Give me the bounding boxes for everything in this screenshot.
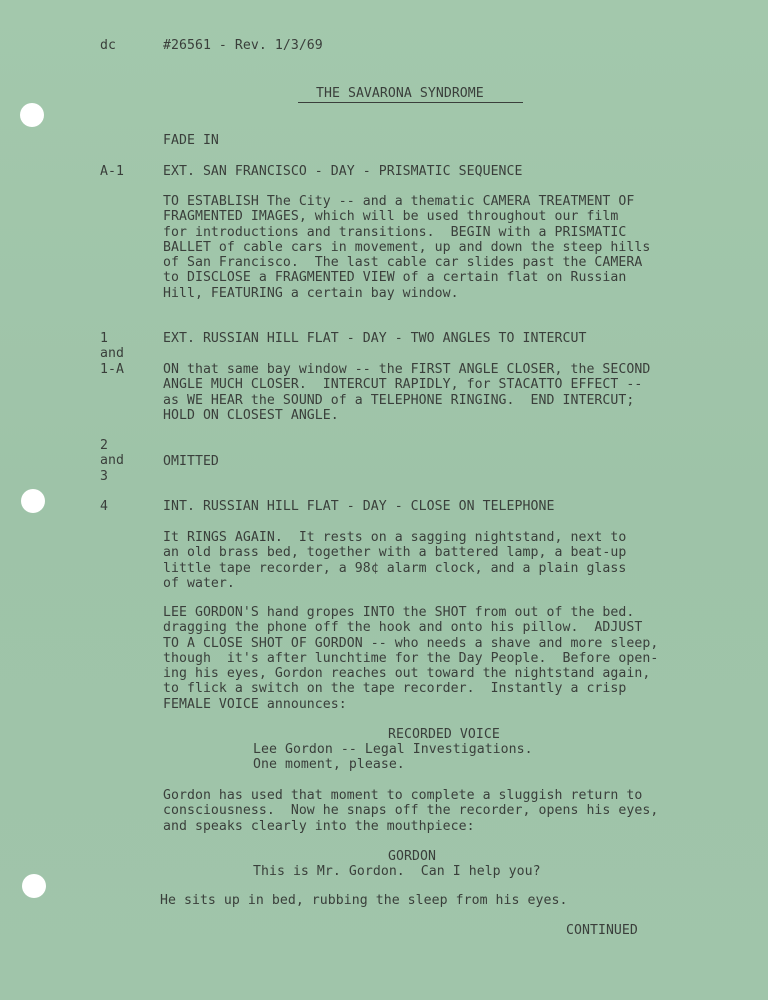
scene-heading: EXT. SAN FRANCISCO - DAY - PRISMATIC SEQUENCE (163, 164, 523, 179)
scene-number: 2 and 3 (100, 438, 124, 484)
scene-action: Gordon has used that moment to complete a sluggish return to consciousness. Now he snaps off the recorder, opens his eyes, and speaks clearly into the mouthpiece: (163, 788, 659, 834)
scene-heading: OMITTED (163, 454, 219, 469)
dialogue-character: GORDON (388, 849, 436, 864)
fade-in: FADE IN (163, 133, 219, 148)
header-script-ref: #26561 - Rev. 1/3/69 (163, 38, 323, 53)
scene-action: It RINGS AGAIN. It rests on a sagging nightstand, next to an old brass bed, together with a battered lamp, a beat-up little tape recorder, a 98¢ alarm clock, and a plain glass of water. (163, 530, 627, 591)
scene-heading: INT. RUSSIAN HILL FLAT - DAY - CLOSE ON TELEPHONE (163, 499, 555, 514)
scene-action: TO ESTABLISH The City -- and a thematic CAMERA TREATMENT OF FRAGMENTED IMAGES, which will be used throughout our film for introductions and transitions. BEGIN with a PRISMATIC BALLET of cable cars in movement, up and down the steep hills of San Francisco. The last cable car slides past the CAMERA to DISCLOSE a FRAGMENTED VIEW of a certain flat on Russian Hill, FEATURING a certain bay window. (163, 194, 651, 301)
dialogue-lines: This is Mr. Gordon. Can I help you? (253, 864, 541, 879)
page-title: THE SAVARONA SYNDROME (316, 86, 484, 101)
header-initials: dc (100, 38, 116, 53)
binder-hole-bottom (22, 874, 46, 898)
dialogue-lines: Lee Gordon -- Legal Investigations. One moment, please. (253, 742, 533, 773)
scene-number: 1 and 1-A (100, 331, 124, 377)
title-underline (298, 102, 523, 103)
continued-footer: CONTINUED (566, 923, 638, 938)
binder-hole-middle (21, 489, 45, 513)
dialogue-character: RECORDED VOICE (388, 727, 500, 742)
binder-hole-top (20, 103, 44, 127)
scene-action: LEE GORDON'S hand gropes INTO the SHOT from out of the bed. dragging the phone off the hook and onto his pillow. ADJUST TO A CLOSE SHOT OF GORDON -- who needs a shave and more sleep, though it's after lunchtime for the Day People. Before open- ing his eyes, Gordon reaches out toward the nightstand again, to flick a switch on the tape recorder. Instantly a crisp FEMALE VOICE announces: (163, 605, 659, 712)
scene-action: ON that same bay window -- the FIRST ANGLE CLOSER, the SECOND ANGLE MUCH CLOSER. INTERCUT RAPIDLY, for STACATTO EFFECT -- as WE HEAR the SOUND of a TELEPHONE RINGING. END INTERCUT; HOLD ON CLOSEST ANGLE. (163, 362, 651, 423)
scene-heading: EXT. RUSSIAN HILL FLAT - DAY - TWO ANGLES TO INTERCUT (163, 331, 587, 346)
scene-number: A-1 (100, 164, 124, 179)
scene-number: 4 (100, 499, 108, 514)
scene-action: He sits up in bed, rubbing the sleep from his eyes. (160, 893, 568, 908)
